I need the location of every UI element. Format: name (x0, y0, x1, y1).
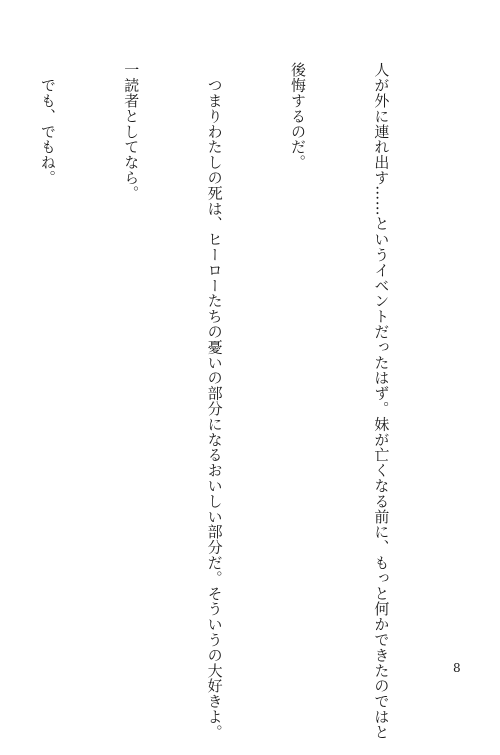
page-number: 8 (453, 661, 461, 675)
text-line: でも、でもね。 (38, 62, 57, 186)
text-line: 後悔するのだ。 (289, 62, 308, 170)
vertical-text-body (0, 62, 450, 740)
text-line: つまりわたしの死は、ヒーローたちの憂いの部分になるおいしい部分だ。そういうの大好きよ。 (205, 62, 224, 740)
text-line: 一読者としてなら。 (122, 62, 141, 201)
text-line: 人が外に連れ出す……というイベントだったはず。妹が亡くなる前に、もっと何かできたのではと (372, 62, 391, 740)
